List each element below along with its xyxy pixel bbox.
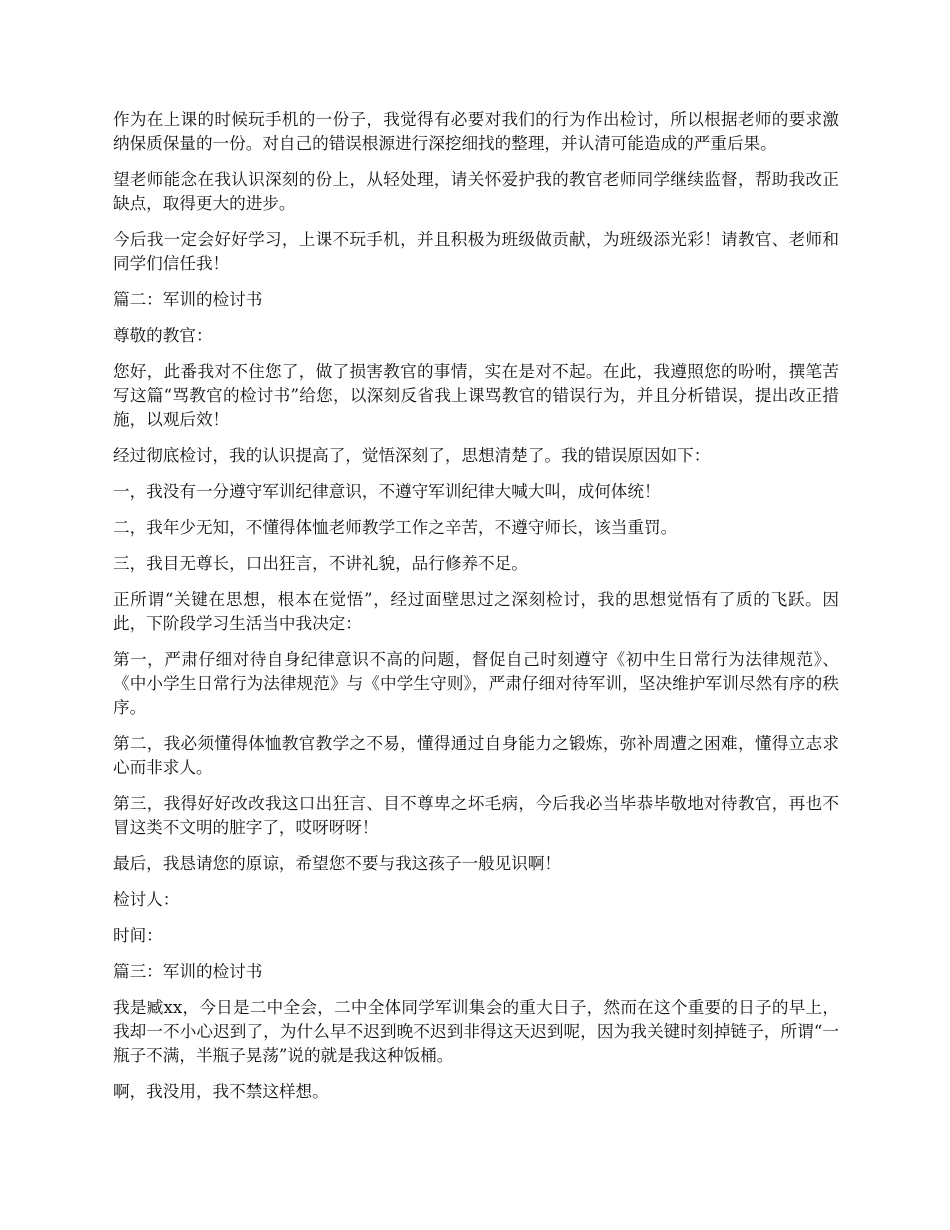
- paragraph-promise: 今后我一定会好好学习，上课不玩手机，并且积极为班级做贡献，为班级添光彩！请教官、老师和同学们信任我！: [113, 230, 839, 273]
- paragraph-closing: 最后，我恳请您的原谅，希望您不要与我这孩子一般见识啊！: [113, 854, 562, 873]
- paragraph-reason-three: 三，我目无尊长，口出狂言，不讲礼貌，品行修养不足。: [113, 554, 528, 573]
- section-heading-part-three: 篇三：军训的检讨书: [113, 962, 263, 981]
- paragraph-decision-two: 第二，我必须懂得体恤教官教学之不易，懂得通过自身能力之锻炼，弥补周遭之困难，懂得立志求心而非求人。: [113, 734, 839, 777]
- signature-label: 检讨人：: [113, 890, 180, 909]
- paragraph-late-arrival: 我是臧xx，今日是二中全会，二中全体同学军训集会的重大日子，然而在这个重要的日子的早上，我却一不小心迟到了，为什么早不迟到晚不迟到非得这天迟到呢，因为我关键时刻掉链子，所谓“一瓶子不满，半瓶子晃荡”说的就是我这种饭桶。: [113, 998, 839, 1065]
- paragraph-reflection: 啊，我没用，我不禁这样想。: [113, 1082, 329, 1101]
- salutation: 尊敬的教官：: [113, 326, 213, 345]
- section-heading-part-two: 篇二：军训的检讨书: [113, 290, 263, 309]
- paragraph-reason-one: 一，我没有一分遵守军训纪律意识，不遵守军训纪律大喊大叫，成何体统！: [113, 482, 661, 501]
- paragraph-reasons-intro: 经过彻底检讨，我的认识提高了，觉悟深刻了，思想清楚了。我的错误原因如下：: [113, 446, 711, 465]
- paragraph-decision-one: 第一，严肃仔细对待自身纪律意识不高的问题，督促自己时刻遵守《初中生日常行为法律规范》、《中小学生日常行为法律规范》与《中学生守则》，严肃仔细对待军训，坚决维护军训尽然有序的秩序。: [113, 650, 839, 717]
- paragraph-decision-intro: 正所谓“关键在思想，根本在觉悟”，经过面壁思过之深刻检讨，我的思想觉悟有了质的飞跃。因此，下阶段学习生活当中我决定：: [113, 590, 839, 633]
- date-label: 时间：: [113, 926, 163, 945]
- document-body: [113, 108, 839, 1116]
- paragraph-request-leniency: 望老师能念在我认识深刻的份上，从轻处理，请关怀爱护我的教官老师同学继续监督，帮助我改正缺点，取得更大的进步。: [113, 170, 839, 213]
- paragraph-intro-phone: 作为在上课的时候玩手机的一份子，我觉得有必要对我们的行为作出检讨，所以根据老师的要求激纳保质保量的一份。对自己的错误根源进行深挖细找的整理，并认清可能造成的严重后果。: [113, 110, 839, 153]
- paragraph-decision-three: 第三，我得好好改改我这口出狂言、目不尊卑之坏毛病，今后我必当毕恭毕敬地对待教官，再也不冒这类不文明的脏字了，哎呀呀呀！: [113, 794, 839, 837]
- paragraph-apology: 您好，此番我对不住您了，做了损害教官的事情，实在是对不起。在此，我遵照您的吩咐，撰笔苦写这篇“骂教官的检讨书”给您，以深刻反省我上课骂教官的错误行为，并且分析错误，提出改正措施，以观后效！: [113, 362, 839, 429]
- paragraph-reason-two: 二，我年少无知，不懂得体恤老师教学工作之辛苦，不遵守师长，该当重罚。: [113, 518, 678, 537]
